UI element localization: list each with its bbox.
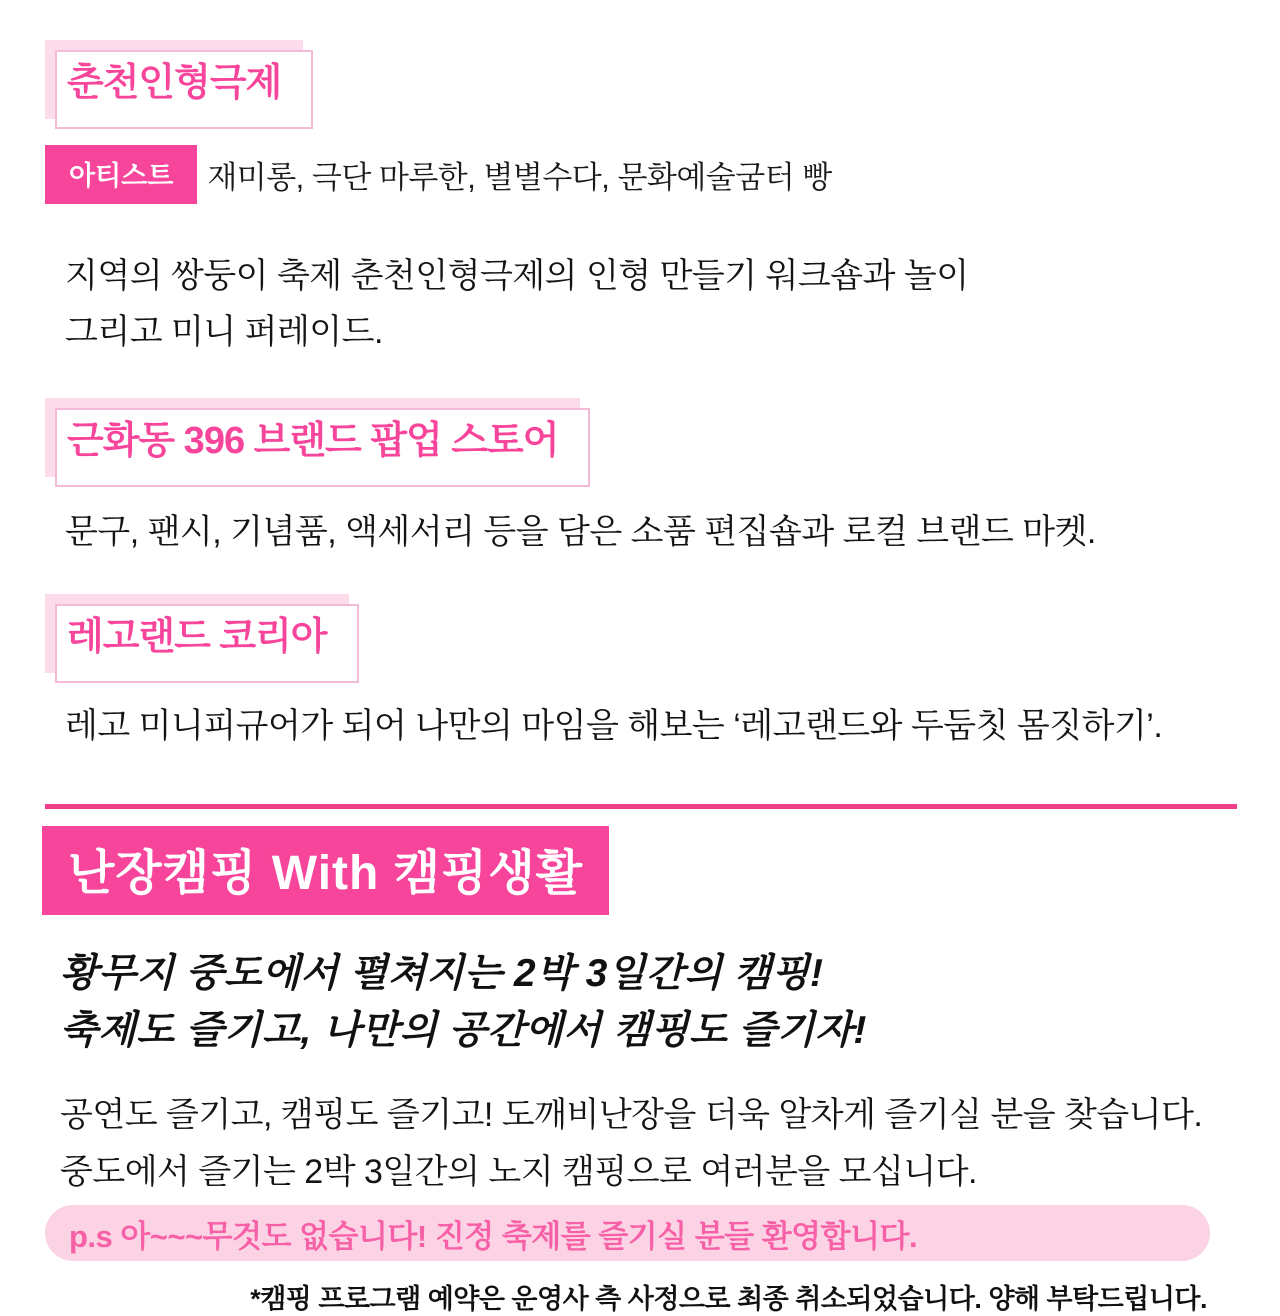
- handwritten-line: 황무지 중도에서 펼쳐지는 2박 3일간의 캠핑!: [60, 952, 824, 995]
- legoland-description: [65, 698, 1280, 754]
- section-heading-legoland: [45, 594, 349, 673]
- artist-badge: 아티스트: [45, 145, 197, 204]
- popup-store-description: [65, 504, 1280, 560]
- section-heading-popup-store: [45, 398, 580, 477]
- section-heading-puppet-festival: [45, 40, 303, 119]
- camping-title: 난장캠핑 With 캠핑생활: [68, 847, 584, 900]
- ps-highlight-pill: [45, 1205, 1210, 1261]
- camping-cancellation-footnote: *캠핑 프로그램 예약은 운영사 측 사정으로 최종 취소되었습니다. 양해 부탁드립니다.: [250, 1284, 1207, 1314]
- camping-handwritten-note: [60, 945, 1280, 1059]
- puppet-festival-description: [65, 248, 1280, 360]
- heading-text: 춘천인형극제: [67, 62, 282, 104]
- heading-text: 레고랜드 코리아: [67, 616, 327, 658]
- description-line: 공연도 즐기고, 캠핑도 즐기고! 도깨비난장을 더욱 알차게 즐기실 분을 찾습니다.: [60, 1096, 1203, 1134]
- artist-row: [45, 145, 1280, 204]
- heading-text: 근화동 396 브랜드 팝업 스토어: [67, 420, 559, 462]
- description-line: 문구, 팬시, 기념품, 액세서리 등을 담은 소품 편집숍과 로컬 브랜드 마켓.: [65, 513, 1096, 551]
- artist-list: 재미롱, 극단 마루한, 별별수다, 문화예술굼터 빵: [207, 160, 832, 195]
- camping-description: [60, 1087, 1280, 1201]
- description-line: 그리고 미니 퍼레이드.: [65, 313, 383, 351]
- camping-title-box: [42, 826, 609, 915]
- description-line: 지역의 쌍둥이 축제 춘천인형극제의 인형 만들기 워크숍과 놀이: [65, 257, 969, 295]
- description-line: 레고 미니피규어가 되어 나만의 마임을 해보는 ‘레고랜드와 두둠칫 몸짓하기’.: [65, 707, 1163, 745]
- description-line: 중도에서 즐기는 2박 3일간의 노지 캠핑으로 여러분을 모십니다.: [60, 1153, 977, 1191]
- ps-text: p.s 아~~~무것도 없습니다! 진정 축제를 즐기실 분들 환영합니다.: [69, 1218, 918, 1254]
- handwritten-line: 축제도 즐기고, 나만의 공간에서 캠핑도 즐기자!: [60, 1009, 867, 1052]
